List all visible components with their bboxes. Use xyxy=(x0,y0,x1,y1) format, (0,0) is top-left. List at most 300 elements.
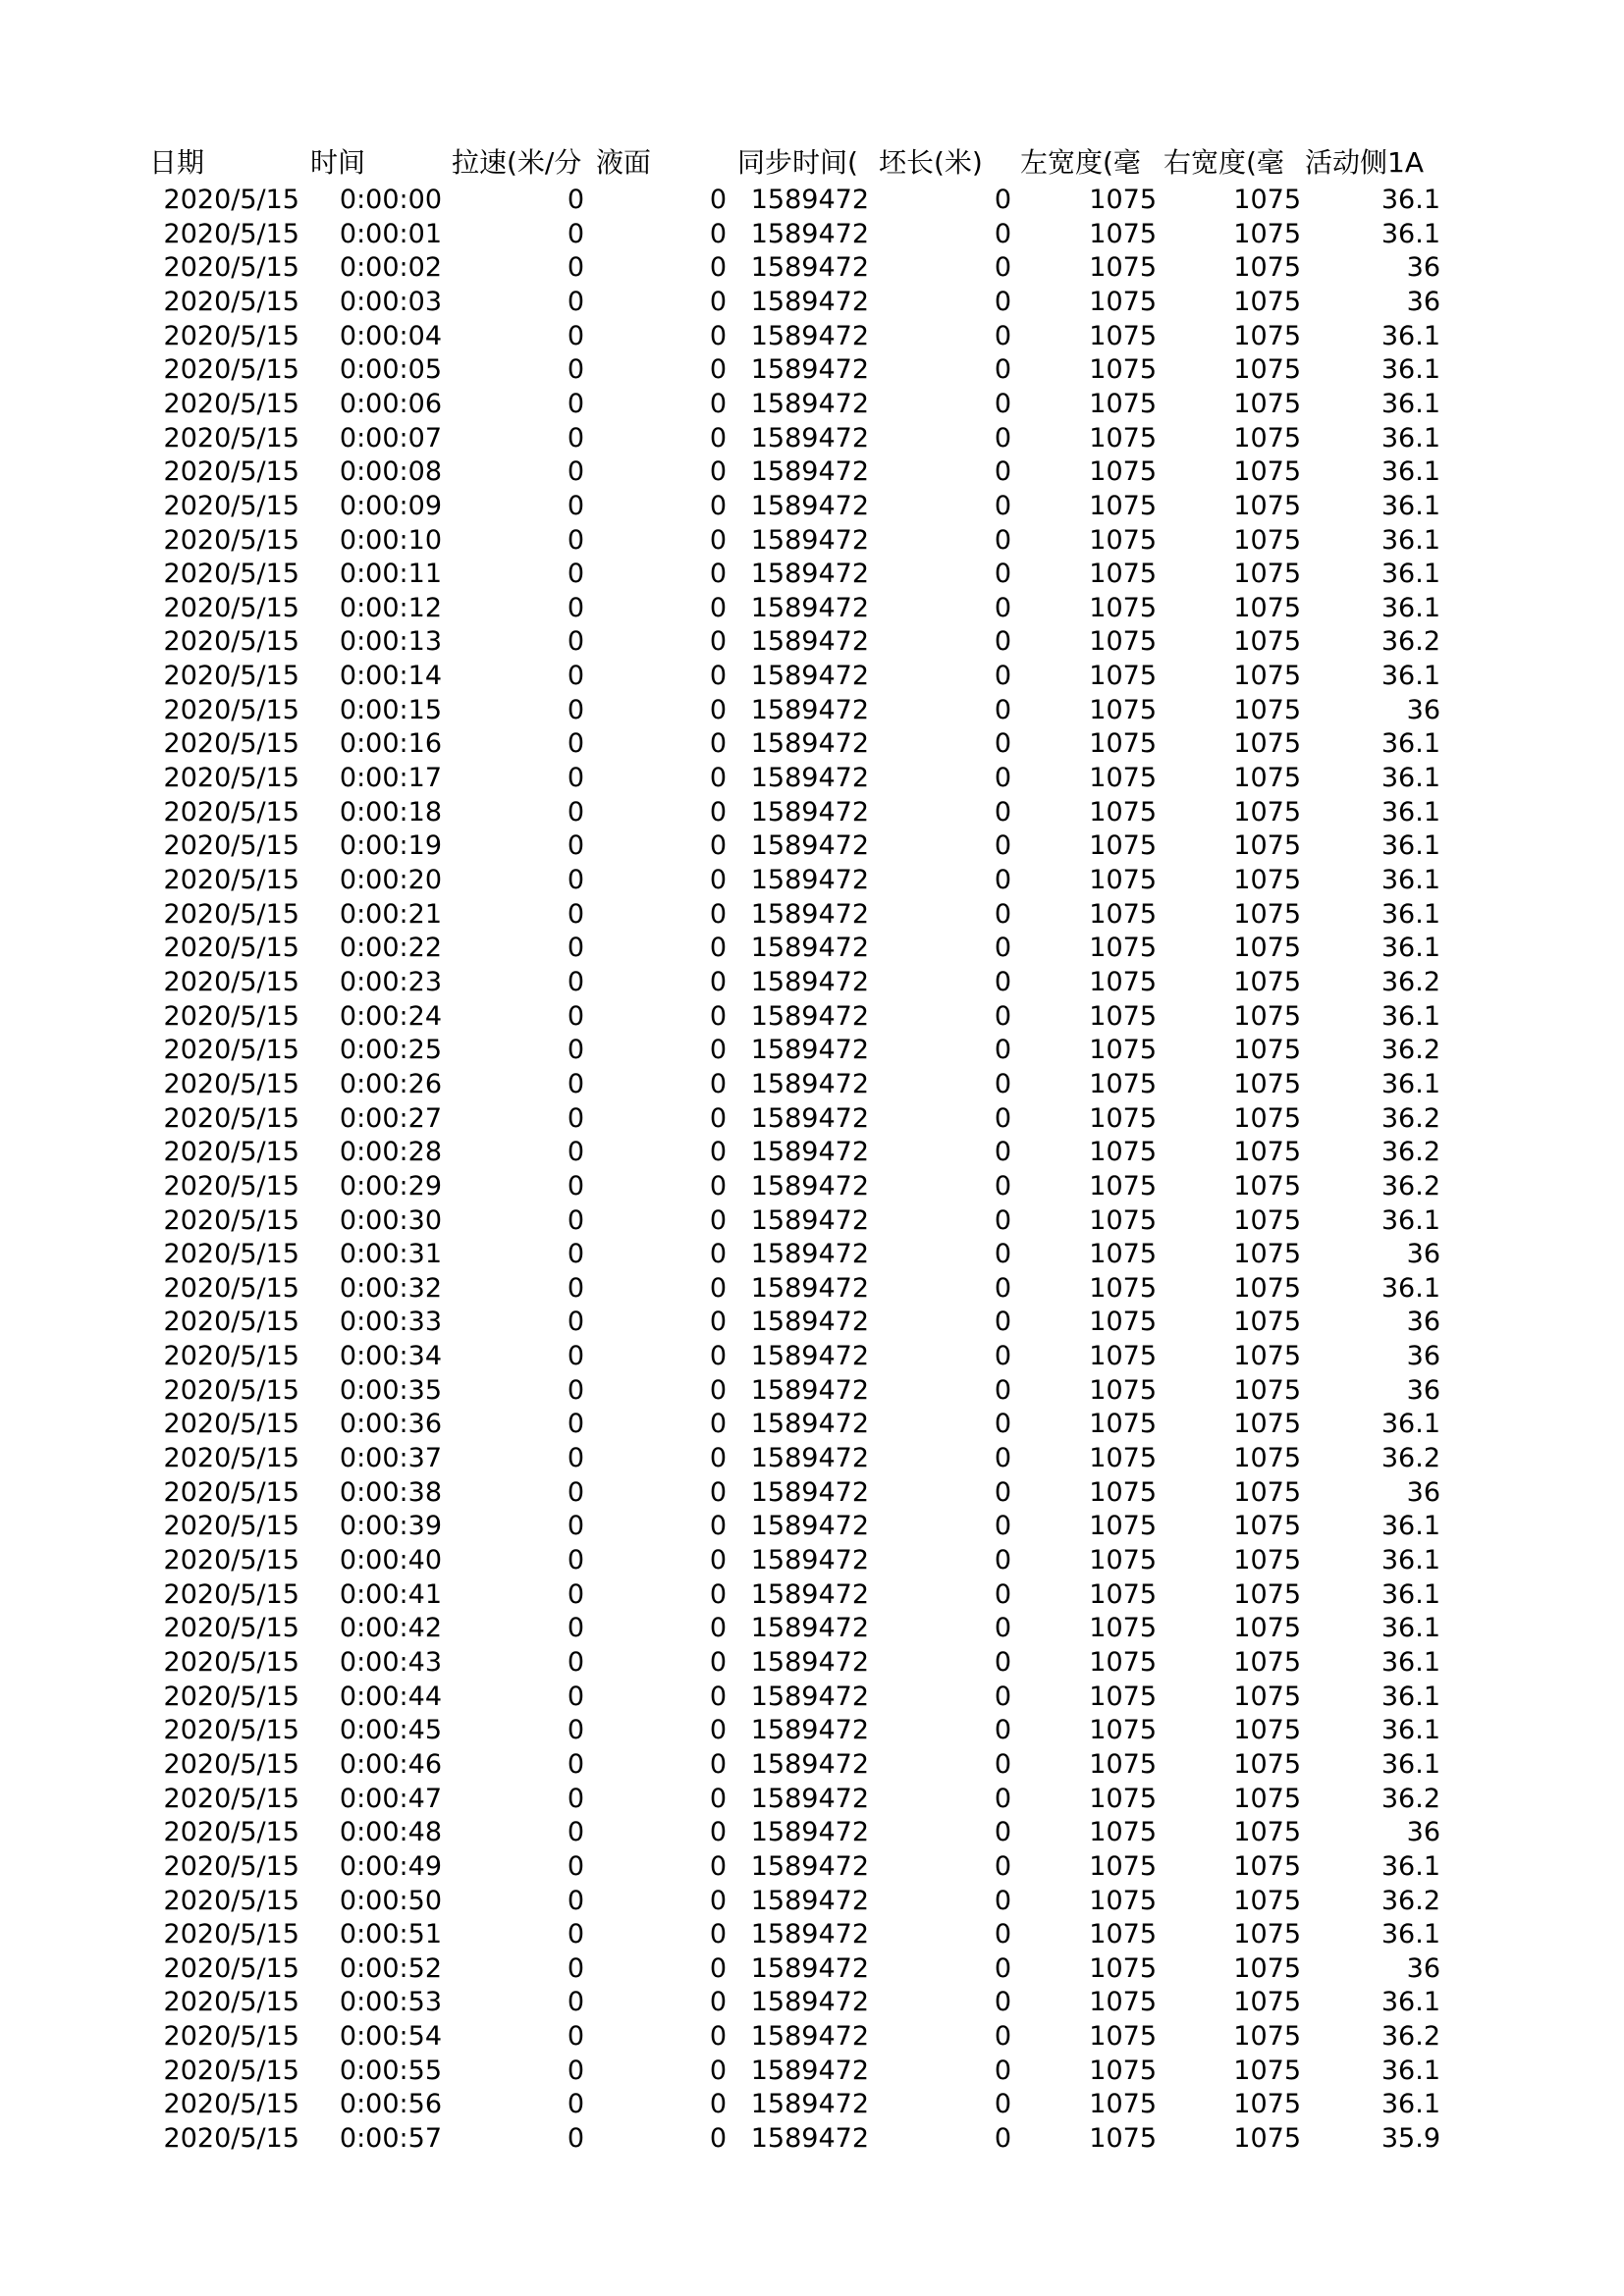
cell-level: 0 xyxy=(709,354,727,386)
cell-level: 0 xyxy=(709,1409,727,1440)
cell-time: 0:00:41 xyxy=(339,1578,442,1610)
cell-right-width: 1075 xyxy=(1233,830,1301,862)
cell-level: 0 xyxy=(709,1987,727,2018)
cell-time: 0:00:45 xyxy=(339,1715,442,1746)
cell-length: 0 xyxy=(994,1987,1011,2018)
table-row xyxy=(0,251,1624,286)
cell-date: 2020/5/15 xyxy=(163,1239,299,1270)
cell-active-side: 36 xyxy=(1406,252,1440,284)
cell-level: 0 xyxy=(709,2123,727,2155)
table-row xyxy=(0,1102,1624,1137)
cell-time: 0:00:48 xyxy=(339,1817,442,1848)
cell-sync-time: 1589472 xyxy=(750,933,869,964)
table-row xyxy=(0,2122,1624,2157)
cell-speed: 0 xyxy=(567,1850,584,1882)
cell-length: 0 xyxy=(994,286,1011,317)
cell-speed: 0 xyxy=(567,1239,584,1270)
header-active-side: 活动侧1A xyxy=(1305,146,1424,179)
cell-left-width: 1075 xyxy=(1089,1850,1157,1882)
cell-sync-time: 1589472 xyxy=(750,830,869,862)
cell-date: 2020/5/15 xyxy=(163,286,299,317)
cell-right-width: 1075 xyxy=(1233,626,1301,658)
cell-speed: 0 xyxy=(567,1715,584,1746)
cell-date: 2020/5/15 xyxy=(163,1681,299,1712)
cell-level: 0 xyxy=(709,1783,727,1814)
cell-date: 2020/5/15 xyxy=(163,1715,299,1746)
cell-left-width: 1075 xyxy=(1089,1783,1157,1814)
cell-active-side: 36.2 xyxy=(1380,1170,1440,1201)
cell-sync-time: 1589472 xyxy=(750,1783,869,1814)
cell-length: 0 xyxy=(994,728,1011,760)
cell-active-side: 36.1 xyxy=(1380,1646,1440,1678)
cell-sync-time: 1589472 xyxy=(750,2055,869,2086)
cell-level: 0 xyxy=(709,524,727,556)
table-row xyxy=(0,1442,1624,1476)
cell-active-side: 36.2 xyxy=(1380,1885,1440,1916)
cell-right-width: 1075 xyxy=(1233,1850,1301,1882)
cell-level: 0 xyxy=(709,2021,727,2053)
cell-sync-time: 1589472 xyxy=(750,490,869,521)
table-row xyxy=(0,1068,1624,1102)
table-row xyxy=(0,524,1624,559)
cell-speed: 0 xyxy=(567,1817,584,1848)
cell-sync-time: 1589472 xyxy=(750,1952,869,1984)
cell-active-side: 36.1 xyxy=(1380,1409,1440,1440)
table-row xyxy=(0,1918,1624,1952)
cell-level: 0 xyxy=(709,1613,727,1644)
cell-sync-time: 1589472 xyxy=(750,1578,869,1610)
cell-time: 0:00:50 xyxy=(339,1885,442,1916)
cell-date: 2020/5/15 xyxy=(163,1646,299,1678)
table-row xyxy=(0,1612,1624,1646)
cell-active-side: 36.1 xyxy=(1380,218,1440,249)
cell-active-side: 36.1 xyxy=(1380,933,1440,964)
cell-sync-time: 1589472 xyxy=(750,1170,869,1201)
cell-active-side: 36.1 xyxy=(1380,2055,1440,2086)
cell-date: 2020/5/15 xyxy=(163,661,299,692)
cell-date: 2020/5/15 xyxy=(163,1885,299,1916)
cell-date: 2020/5/15 xyxy=(163,1748,299,1780)
cell-length: 0 xyxy=(994,1919,1011,1950)
cell-level: 0 xyxy=(709,865,727,895)
cell-level: 0 xyxy=(709,185,727,215)
table-row xyxy=(0,1204,1624,1239)
cell-sync-time: 1589472 xyxy=(750,592,869,623)
cell-level: 0 xyxy=(709,626,727,658)
table-row xyxy=(0,1544,1624,1578)
table-row xyxy=(0,455,1624,490)
header-sync-time: 同步时间( xyxy=(737,146,858,179)
cell-right-width: 1075 xyxy=(1233,1272,1301,1304)
cell-right-width: 1075 xyxy=(1233,1035,1301,1066)
cell-sync-time: 1589472 xyxy=(750,728,869,760)
cell-level: 0 xyxy=(709,898,727,930)
cell-active-side: 36 xyxy=(1406,1239,1440,1270)
cell-time: 0:00:28 xyxy=(339,1137,442,1168)
cell-level: 0 xyxy=(709,694,727,725)
cell-speed: 0 xyxy=(567,286,584,317)
table-row xyxy=(0,388,1624,422)
cell-date: 2020/5/15 xyxy=(163,1850,299,1882)
cell-date: 2020/5/15 xyxy=(163,1578,299,1610)
table-row xyxy=(0,625,1624,660)
cell-time: 0:00:54 xyxy=(339,2021,442,2053)
cell-date: 2020/5/15 xyxy=(163,1102,299,1134)
header-date: 日期 xyxy=(149,146,205,179)
cell-right-width: 1075 xyxy=(1233,422,1301,454)
table-row xyxy=(0,1986,1624,2020)
table-row xyxy=(0,1783,1624,1817)
cell-speed: 0 xyxy=(567,456,584,488)
table-row xyxy=(0,218,1624,252)
cell-date: 2020/5/15 xyxy=(163,1613,299,1644)
cell-right-width: 1075 xyxy=(1233,1952,1301,1984)
cell-right-width: 1075 xyxy=(1233,1987,1301,2018)
cell-length: 0 xyxy=(994,1545,1011,1575)
cell-sync-time: 1589472 xyxy=(750,865,869,895)
table-row xyxy=(0,558,1624,592)
cell-time: 0:00:00 xyxy=(339,185,442,215)
cell-left-width: 1075 xyxy=(1089,1476,1157,1508)
cell-time: 0:00:44 xyxy=(339,1681,442,1712)
cell-date: 2020/5/15 xyxy=(163,185,299,215)
cell-active-side: 36.1 xyxy=(1380,388,1440,419)
cell-right-width: 1075 xyxy=(1233,1646,1301,1678)
cell-right-width: 1075 xyxy=(1233,1476,1301,1508)
cell-active-side: 36.1 xyxy=(1380,898,1440,930)
cell-sync-time: 1589472 xyxy=(750,1476,869,1508)
cell-level: 0 xyxy=(709,1102,727,1134)
cell-level: 0 xyxy=(709,559,727,590)
cell-time: 0:00:01 xyxy=(339,218,442,249)
cell-date: 2020/5/15 xyxy=(163,524,299,556)
cell-right-width: 1075 xyxy=(1233,1783,1301,1814)
cell-left-width: 1075 xyxy=(1089,1035,1157,1066)
table-row xyxy=(0,1816,1624,1850)
cell-length: 0 xyxy=(994,1783,1011,1814)
cell-left-width: 1075 xyxy=(1089,2021,1157,2053)
cell-right-width: 1075 xyxy=(1233,1204,1301,1236)
cell-date: 2020/5/15 xyxy=(163,1000,299,1032)
cell-sync-time: 1589472 xyxy=(750,1681,869,1712)
cell-sync-time: 1589472 xyxy=(750,1748,869,1780)
cell-time: 0:00:23 xyxy=(339,966,442,997)
table-row xyxy=(0,660,1624,694)
cell-right-width: 1075 xyxy=(1233,252,1301,284)
cell-time: 0:00:06 xyxy=(339,388,442,419)
cell-length: 0 xyxy=(994,661,1011,692)
cell-speed: 0 xyxy=(567,1272,584,1304)
cell-active-side: 36.1 xyxy=(1380,524,1440,556)
cell-right-width: 1075 xyxy=(1233,1000,1301,1032)
cell-length: 0 xyxy=(994,2089,1011,2120)
cell-right-width: 1075 xyxy=(1233,218,1301,249)
cell-active-side: 36.2 xyxy=(1380,966,1440,997)
cell-right-width: 1075 xyxy=(1233,2089,1301,2120)
cell-right-width: 1075 xyxy=(1233,1239,1301,1270)
cell-level: 0 xyxy=(709,1476,727,1508)
cell-left-width: 1075 xyxy=(1089,490,1157,521)
cell-level: 0 xyxy=(709,1374,727,1406)
cell-date: 2020/5/15 xyxy=(163,728,299,760)
cell-length: 0 xyxy=(994,252,1011,284)
cell-left-width: 1075 xyxy=(1089,1341,1157,1372)
cell-sync-time: 1589472 xyxy=(750,796,869,828)
cell-length: 0 xyxy=(994,456,1011,488)
cell-time: 0:00:12 xyxy=(339,592,442,623)
cell-right-width: 1075 xyxy=(1233,456,1301,488)
cell-left-width: 1075 xyxy=(1089,422,1157,454)
table-row xyxy=(0,1170,1624,1204)
cell-left-width: 1075 xyxy=(1089,2123,1157,2155)
cell-left-width: 1075 xyxy=(1089,1715,1157,1746)
cell-right-width: 1075 xyxy=(1233,898,1301,930)
cell-level: 0 xyxy=(709,933,727,964)
cell-sync-time: 1589472 xyxy=(750,252,869,284)
cell-length: 0 xyxy=(994,626,1011,658)
table-row xyxy=(0,286,1624,320)
cell-right-width: 1075 xyxy=(1233,694,1301,725)
cell-active-side: 36.1 xyxy=(1380,592,1440,623)
cell-time: 0:00:55 xyxy=(339,2055,442,2086)
cell-date: 2020/5/15 xyxy=(163,1409,299,1440)
cell-speed: 0 xyxy=(567,1578,584,1610)
cell-speed: 0 xyxy=(567,185,584,215)
cell-active-side: 36.1 xyxy=(1380,1748,1440,1780)
table-row xyxy=(0,1136,1624,1170)
cell-date: 2020/5/15 xyxy=(163,1545,299,1575)
cell-sync-time: 1589472 xyxy=(750,2021,869,2053)
cell-active-side: 36 xyxy=(1406,1307,1440,1338)
cell-speed: 0 xyxy=(567,1341,584,1372)
cell-left-width: 1075 xyxy=(1089,559,1157,590)
cell-date: 2020/5/15 xyxy=(163,592,299,623)
cell-right-width: 1075 xyxy=(1233,966,1301,997)
cell-speed: 0 xyxy=(567,354,584,386)
cell-speed: 0 xyxy=(567,1307,584,1338)
cell-speed: 0 xyxy=(567,218,584,249)
cell-speed: 0 xyxy=(567,626,584,658)
cell-right-width: 1075 xyxy=(1233,1681,1301,1712)
cell-speed: 0 xyxy=(567,1476,584,1508)
cell-speed: 0 xyxy=(567,865,584,895)
cell-date: 2020/5/15 xyxy=(163,898,299,930)
cell-sync-time: 1589472 xyxy=(750,1272,869,1304)
cell-sync-time: 1589472 xyxy=(750,1646,869,1678)
cell-length: 0 xyxy=(994,1035,1011,1066)
cell-right-width: 1075 xyxy=(1233,2123,1301,2155)
cell-level: 0 xyxy=(709,422,727,454)
cell-active-side: 36.1 xyxy=(1380,1511,1440,1542)
cell-time: 0:00:25 xyxy=(339,1035,442,1066)
cell-left-width: 1075 xyxy=(1089,388,1157,419)
cell-date: 2020/5/15 xyxy=(163,796,299,828)
cell-right-width: 1075 xyxy=(1233,796,1301,828)
header-row xyxy=(0,146,1624,181)
cell-sync-time: 1589472 xyxy=(750,1102,869,1134)
cell-speed: 0 xyxy=(567,490,584,521)
cell-date: 2020/5/15 xyxy=(163,1137,299,1168)
cell-sync-time: 1589472 xyxy=(750,1307,869,1338)
cell-right-width: 1075 xyxy=(1233,592,1301,623)
cell-level: 0 xyxy=(709,252,727,284)
cell-active-side: 36.1 xyxy=(1380,1715,1440,1746)
cell-time: 0:00:10 xyxy=(339,524,442,556)
table-row xyxy=(0,796,1624,830)
cell-left-width: 1075 xyxy=(1089,185,1157,215)
cell-left-width: 1075 xyxy=(1089,524,1157,556)
cell-time: 0:00:22 xyxy=(339,933,442,964)
cell-left-width: 1075 xyxy=(1089,1952,1157,1984)
cell-date: 2020/5/15 xyxy=(163,1374,299,1406)
cell-right-width: 1075 xyxy=(1233,559,1301,590)
cell-length: 0 xyxy=(994,354,1011,386)
cell-left-width: 1075 xyxy=(1089,1443,1157,1474)
cell-right-width: 1075 xyxy=(1233,490,1301,521)
cell-right-width: 1075 xyxy=(1233,2021,1301,2053)
cell-date: 2020/5/15 xyxy=(163,1952,299,1984)
header-right-width: 右宽度(毫 xyxy=(1164,146,1284,179)
cell-right-width: 1075 xyxy=(1233,1409,1301,1440)
cell-left-width: 1075 xyxy=(1089,1681,1157,1712)
cell-sync-time: 1589472 xyxy=(750,1987,869,2018)
table-row xyxy=(0,1272,1624,1307)
cell-level: 0 xyxy=(709,966,727,997)
table-row xyxy=(0,727,1624,762)
cell-length: 0 xyxy=(994,2123,1011,2155)
cell-date: 2020/5/15 xyxy=(163,1783,299,1814)
cell-right-width: 1075 xyxy=(1233,933,1301,964)
cell-date: 2020/5/15 xyxy=(163,1443,299,1474)
cell-left-width: 1075 xyxy=(1089,1000,1157,1032)
cell-right-width: 1075 xyxy=(1233,1170,1301,1201)
cell-right-width: 1075 xyxy=(1233,286,1301,317)
cell-date: 2020/5/15 xyxy=(163,1817,299,1848)
cell-length: 0 xyxy=(994,865,1011,895)
cell-level: 0 xyxy=(709,1578,727,1610)
cell-speed: 0 xyxy=(567,1783,584,1814)
cell-date: 2020/5/15 xyxy=(163,763,299,794)
cell-sync-time: 1589472 xyxy=(750,1068,869,1099)
table-row xyxy=(0,1034,1624,1068)
cell-left-width: 1075 xyxy=(1089,830,1157,862)
cell-speed: 0 xyxy=(567,524,584,556)
cell-sync-time: 1589472 xyxy=(750,1613,869,1644)
cell-date: 2020/5/15 xyxy=(163,354,299,386)
table-row xyxy=(0,1408,1624,1442)
cell-sync-time: 1589472 xyxy=(750,1374,869,1406)
cell-date: 2020/5/15 xyxy=(163,218,299,249)
cell-right-width: 1075 xyxy=(1233,1885,1301,1916)
cell-length: 0 xyxy=(994,1272,1011,1304)
cell-length: 0 xyxy=(994,1850,1011,1882)
cell-sync-time: 1589472 xyxy=(750,1443,869,1474)
cell-left-width: 1075 xyxy=(1089,1239,1157,1270)
cell-left-width: 1075 xyxy=(1089,1374,1157,1406)
cell-time: 0:00:37 xyxy=(339,1443,442,1474)
cell-left-width: 1075 xyxy=(1089,1307,1157,1338)
cell-level: 0 xyxy=(709,1170,727,1201)
cell-left-width: 1075 xyxy=(1089,2055,1157,2086)
cell-level: 0 xyxy=(709,1272,727,1304)
cell-level: 0 xyxy=(709,728,727,760)
cell-level: 0 xyxy=(709,1817,727,1848)
table-row xyxy=(0,1340,1624,1374)
cell-active-side: 36.1 xyxy=(1380,559,1440,590)
cell-active-side: 36.2 xyxy=(1380,2021,1440,2053)
cell-date: 2020/5/15 xyxy=(163,1919,299,1950)
cell-speed: 0 xyxy=(567,1374,584,1406)
cell-sync-time: 1589472 xyxy=(750,1204,869,1236)
cell-level: 0 xyxy=(709,2089,727,2120)
cell-level: 0 xyxy=(709,1885,727,1916)
table-row xyxy=(0,1476,1624,1511)
cell-right-width: 1075 xyxy=(1233,388,1301,419)
cell-time: 0:00:07 xyxy=(339,422,442,454)
cell-speed: 0 xyxy=(567,1068,584,1099)
cell-active-side: 36.1 xyxy=(1380,865,1440,895)
cell-level: 0 xyxy=(709,218,727,249)
cell-speed: 0 xyxy=(567,559,584,590)
cell-time: 0:00:33 xyxy=(339,1307,442,1338)
table-row xyxy=(0,864,1624,898)
cell-time: 0:00:11 xyxy=(339,559,442,590)
table-row xyxy=(0,1578,1624,1613)
cell-right-width: 1075 xyxy=(1233,320,1301,351)
cell-level: 0 xyxy=(709,1204,727,1236)
cell-speed: 0 xyxy=(567,1000,584,1032)
cell-date: 2020/5/15 xyxy=(163,1204,299,1236)
cell-speed: 0 xyxy=(567,1681,584,1712)
cell-right-width: 1075 xyxy=(1233,1102,1301,1134)
cell-level: 0 xyxy=(709,1443,727,1474)
cell-left-width: 1075 xyxy=(1089,1613,1157,1644)
table-row xyxy=(0,490,1624,524)
cell-length: 0 xyxy=(994,1613,1011,1644)
table-row xyxy=(0,422,1624,456)
cell-left-width: 1075 xyxy=(1089,1204,1157,1236)
cell-date: 2020/5/15 xyxy=(163,865,299,895)
table-row xyxy=(0,898,1624,933)
cell-date: 2020/5/15 xyxy=(163,2021,299,2053)
cell-sync-time: 1589472 xyxy=(750,1000,869,1032)
cell-length: 0 xyxy=(994,1817,1011,1848)
cell-right-width: 1075 xyxy=(1233,1817,1301,1848)
cell-active-side: 36.1 xyxy=(1380,1068,1440,1099)
cell-speed: 0 xyxy=(567,252,584,284)
cell-level: 0 xyxy=(709,1511,727,1542)
cell-sync-time: 1589472 xyxy=(750,354,869,386)
cell-left-width: 1075 xyxy=(1089,661,1157,692)
cell-time: 0:00:47 xyxy=(339,1783,442,1814)
cell-time: 0:00:24 xyxy=(339,1000,442,1032)
cell-right-width: 1075 xyxy=(1233,1715,1301,1746)
cell-left-width: 1075 xyxy=(1089,898,1157,930)
cell-length: 0 xyxy=(994,2055,1011,2086)
cell-time: 0:00:26 xyxy=(339,1068,442,1099)
cell-time: 0:00:39 xyxy=(339,1511,442,1542)
cell-level: 0 xyxy=(709,1137,727,1168)
table-row xyxy=(0,184,1624,218)
cell-right-width: 1075 xyxy=(1233,524,1301,556)
cell-level: 0 xyxy=(709,388,727,419)
cell-level: 0 xyxy=(709,1850,727,1882)
cell-length: 0 xyxy=(994,2021,1011,2053)
cell-length: 0 xyxy=(994,1681,1011,1712)
cell-length: 0 xyxy=(994,1715,1011,1746)
cell-length: 0 xyxy=(994,388,1011,419)
header-time: 时间 xyxy=(310,146,366,179)
